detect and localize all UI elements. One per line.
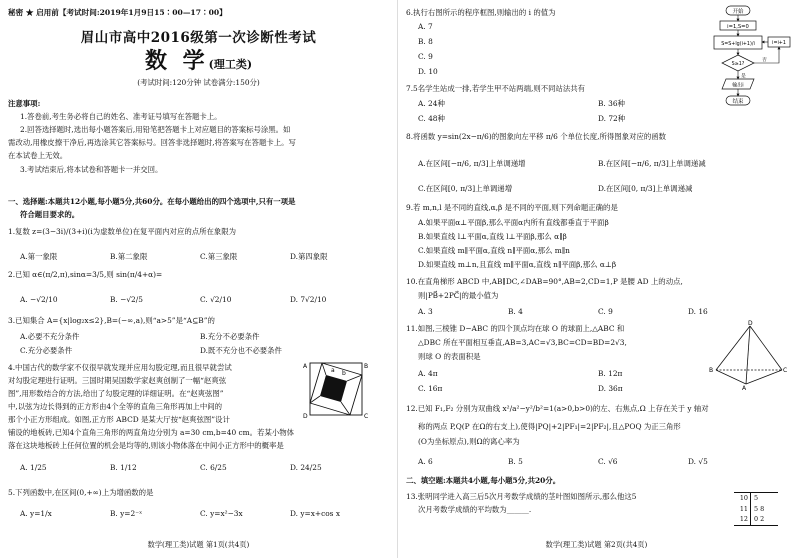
page-2 (397, 0, 794, 558)
question-10-line: 则|PB⃗+2PC⃗|的最小值为 (418, 291, 499, 300)
vertex-d: D (748, 320, 753, 327)
q5-option-a: A. y=1/x (20, 509, 52, 518)
question-2: 2.已知 α∈(π/2,π),sinα=3/5,则 sin(π/4+α)= (8, 270, 163, 279)
pyramid-figure (708, 320, 790, 390)
vertex-a: A (303, 363, 308, 370)
q5-option-c: C. y=x²−3x (200, 509, 243, 518)
q9-option-c: C.如果直线 m∥平面α,直线 n∥平面α,那么 m∥n (418, 246, 570, 255)
q6-option-b: B. 8 (418, 37, 433, 46)
q6-option-c: C. 9 (418, 52, 433, 61)
question-8: 8.将函数 y=sin(2x−π/6)的图象向左平移 π/6 个单位长度,所得图象对应的函数 (406, 132, 667, 141)
question-12-line: 称的两点 P,Q(P 在Ω的右支上),使得|PQ|+2|PF₁|=2|PF₂|,且△POQ 为正三角形 (418, 422, 681, 431)
vertex-c: C (364, 413, 369, 420)
note-line: 3.考试结束后,将本试卷和答题卡一并交回。 (20, 165, 163, 174)
q4-option-c: C. 6/25 (200, 463, 227, 472)
q11-option-a: A. 4π (418, 369, 438, 378)
vertex-d: D (303, 413, 308, 420)
section1-heading-cont: 符合题目要求的。 (20, 210, 80, 219)
question-4-line: 对勾股定理进行证明。三国时期吴国数学家赵爽创制了一幅“赵爽弦 (8, 376, 227, 385)
flow-condition: S≥1? (731, 62, 745, 67)
subject-title: 数 学(理工类) (144, 48, 253, 74)
note-line: 1.答卷前,考生务必将自己的姓名、准考证号填写在答题卡上。 (20, 112, 222, 121)
note-line: 在本试卷上无效。 (8, 151, 68, 160)
notes-title: 注意事项: (8, 99, 41, 108)
q8-option-a: A.在区间[−π/6, π/3]上单调递增 (418, 159, 526, 168)
q4-option-a: A. 1/25 (20, 463, 47, 472)
flow-no-label: 否 (762, 58, 767, 63)
vertex-b: B (364, 363, 369, 370)
q7-option-b: B. 36种 (598, 99, 625, 108)
zhao-shuang-figure (300, 358, 372, 420)
q5-option-b: B. y=2⁻ˣ (110, 509, 143, 518)
question-10-line: 10.在直角梯形 ABCD 中,AB∥DC,∠DAB=90°,AB=2,CD=1,P 是腰 AD 上的动点, (406, 277, 683, 286)
vertex-a: A (742, 385, 747, 390)
q2-option-c: C. √2/10 (200, 295, 232, 304)
question-4-line: 中,以弦为边长得到的正方形由4个全等的直角三角形再加上中间的 (8, 402, 222, 411)
question-5: 5.下列函数中,在区间(0,+∞)上为增函数的是 (8, 488, 154, 497)
note-line: 需改动,用橡皮擦干净后,再选涂其它答案标号。回答非选择题时,将答案写在答题卡上。写 (8, 138, 296, 147)
question-13-line: 13.张明同学进入高三后5次月考数学成绩的茎叶图如图所示,那么他这5 (406, 492, 637, 501)
stem-leaf-row: 10 5 (739, 494, 759, 502)
vertex-c: C (783, 367, 788, 374)
question-4-line: 铺设的地板砖,已知4个直角三角形的两直角边分别为 a=30 cm,b=40 cm。若某小物体 (8, 428, 295, 437)
stem-leaf-row: 12 0 2 (739, 515, 765, 523)
q7-option-a: A. 24种 (418, 99, 445, 108)
flow-init: i=1,S=0 (727, 24, 749, 30)
section1-heading: 一、选择题:本题共12小题,每小题5分,共60分。在每小题给出的四个选项中,只有一项是 (8, 197, 296, 206)
question-3: 3.已知集合 A={x|log₂x≤2},B=(−∞,a),则“a>5”是“A⊆B”的 (8, 316, 215, 325)
vertex-b: B (709, 367, 714, 374)
q3-option-c: C.充分必要条件 (20, 346, 73, 355)
q9-option-a: A.如果平面α⊥平面β,那么平面α内所有直线都垂直于平面β (418, 218, 609, 227)
secret-line: 秘密 ★ 启用前【考试时间:2019年1月9日15∶00—17∶00】 (8, 8, 227, 17)
q8-option-c: C.在区间[0, π/3]上单调递增 (418, 184, 513, 193)
q9-option-d: D.如果直线 m⊥n,且直线 m∥平面α,直线 n∥平面β,那么 α⊥β (418, 260, 617, 269)
stem-leaf-plot (734, 492, 778, 526)
q10-option-b: B. 4 (508, 307, 523, 316)
q11-option-c: C. 16π (418, 384, 443, 393)
q3-option-d: D.既不充分也不必要条件 (200, 346, 282, 355)
question-4-line: 图”,用形数结合的方法,给出了勾股定理的详细证明。在“赵爽弦图” (8, 389, 224, 398)
q11-option-d: D. 36π (598, 384, 623, 393)
q8-option-d: D.在区间[0, π/3]上单调递减 (598, 184, 693, 193)
q12-option-c: C. √6 (598, 457, 618, 466)
program-flowchart (710, 4, 792, 120)
q8-option-b: B.在区间[−π/6, π/3]上单调递减 (598, 159, 706, 168)
page-footer: 数学(理工类)试题 第2页(共4页) (545, 540, 648, 549)
flow-output: 输出i (732, 82, 744, 89)
question-11-line: 则球 O 的表面积是 (418, 352, 481, 361)
stem-leaf-row: 11 5 8 (739, 504, 765, 513)
q10-option-a: A. 3 (418, 307, 433, 316)
exam-title: 眉山市高中2016级第一次诊断性考试 (80, 30, 317, 46)
section2-heading: 二、填空题:本题共4小题,每小题5分,共20分。 (406, 476, 561, 485)
q10-option-d: D. 16 (688, 307, 708, 316)
question-12-line: 12.已知 F₁,F₂ 分别为双曲线 x²/a²−y²/b²=1(a>0,b>0)的左、右焦点,Ω 上存在关于 y 轴对 (406, 404, 709, 413)
flow-increment: i=i+1 (772, 41, 786, 46)
flow-end: 结束 (732, 99, 744, 105)
question-7: 7.5名学生站成一排,若学生甲不站两端,则不同站法共有 (406, 84, 586, 93)
q12-option-d: D. √5 (688, 457, 708, 466)
question-4-line: 那个小正方形组成。如图,正方形 ABCD 是某大厅按“赵爽弦图”设计 (8, 415, 230, 424)
q4-option-d: D. 24/25 (290, 463, 322, 472)
question-12-line: (O为坐标原点),则Ω的离心率为 (418, 437, 520, 446)
q6-option-d: D. 10 (418, 67, 438, 76)
question-6: 6.执行右图所示的程序框图,则输出的 i 的值为 (406, 8, 556, 17)
question-1: 1.复数 z=(3−3i)/(3+i)(i为虚数单位)在复平面内对应的点所在象限为 (8, 227, 237, 236)
q2-option-d: D. 7√2/10 (290, 295, 327, 304)
page-footer: 数学(理工类)试题 第1页(共4页) (147, 540, 250, 549)
q6-option-a: A. 7 (418, 22, 433, 31)
q2-option-a: A. −√2/10 (20, 295, 58, 304)
q9-option-b: B.如果直线 l⊥平面α,直线 l⊥平面β,那么 α∥β (418, 232, 567, 241)
q3-option-a: A.必要不充分条件 (20, 332, 80, 341)
question-11-line: △DBC 所在平面相互垂直,AB=3,AC=√3,BC=CD=BD=2√3, (418, 338, 627, 347)
q12-option-a: A. 6 (418, 457, 433, 466)
question-4-line: 4.中国古代的数学家不仅很早就发现并应用勾股定理,而且很早就尝试 (8, 363, 232, 372)
q1-option-a: A.第一象限 (20, 252, 58, 261)
q1-option-b: B.第二象限 (110, 252, 148, 261)
q1-option-d: D.第四象限 (290, 252, 328, 261)
q7-option-c: C. 48种 (418, 114, 445, 123)
note-line: 2.回答选择题时,选出每小题答案后,用铅笔把答题卡上对应题目的答案标号涂黑。如 (20, 125, 291, 134)
q12-option-b: B. 5 (508, 457, 523, 466)
time-score: (考试时间:120分钟 试卷满分:150分) (137, 78, 260, 87)
q11-option-b: B. 12π (598, 369, 623, 378)
q5-option-d: D. y=x+cos x (290, 509, 340, 518)
q2-option-b: B. −√2/5 (110, 295, 143, 304)
q3-option-b: B.充分不必要条件 (200, 332, 260, 341)
question-11-line: 11.如图,三棱锥 D−ABC 的四个顶点均在球 O 的球面上,△ABC 和 (406, 324, 625, 333)
flow-start: 开始 (732, 9, 744, 15)
label-b: b (342, 370, 346, 377)
q4-option-b: B. 1/12 (110, 463, 137, 472)
q7-option-d: D. 72种 (598, 114, 626, 123)
question-4-line: 落在这块地板砖上任何位置的机会是均等的,则该小物体落在中间小正方形中的概率是 (8, 441, 284, 450)
q1-option-c: C.第三象限 (200, 252, 238, 261)
flow-body: S=S+lg(i+1)/i (721, 42, 755, 47)
label-a: a (331, 367, 335, 374)
flow-yes-label: 是 (741, 74, 746, 79)
question-13-line: 次月考数学成绩的平均数为______. (418, 505, 532, 514)
q10-option-c: C. 9 (598, 307, 613, 316)
question-9: 9.若 m,n,l 是不同的直线,α,β 是不同的平面,则下列命题正确的是 (406, 203, 618, 212)
